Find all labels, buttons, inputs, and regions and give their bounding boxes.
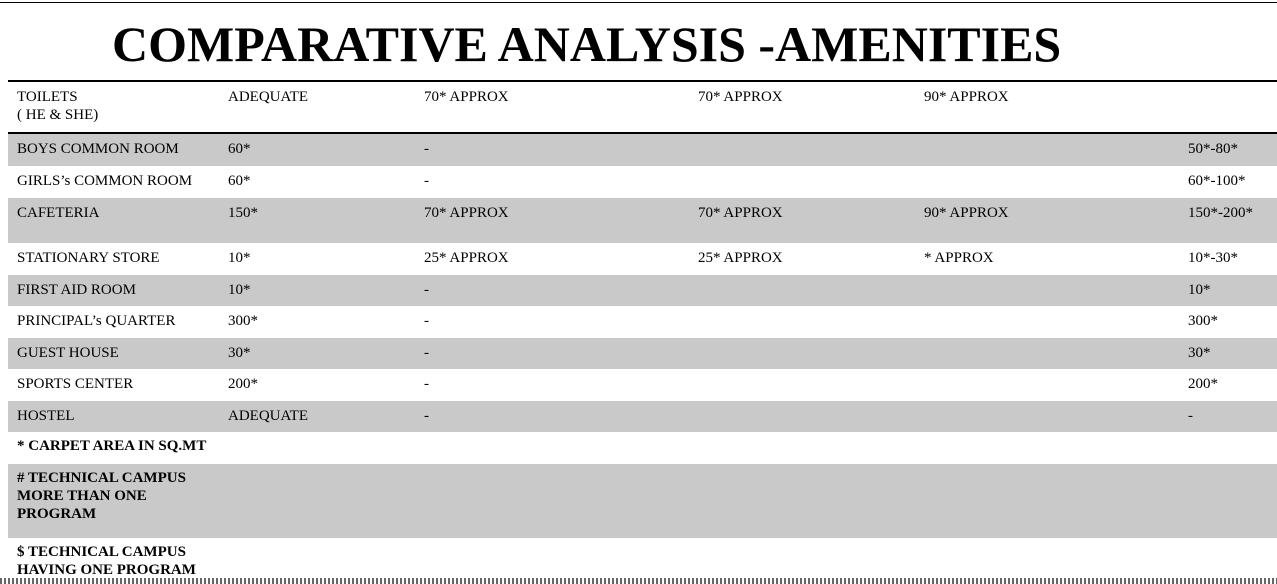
- value-cell: 10*: [228, 250, 251, 266]
- table-row: [8, 306, 1277, 338]
- table-row: [8, 401, 1277, 432]
- top-rule: [0, 2, 1277, 3]
- value-cell: -: [424, 345, 429, 361]
- note-row: [8, 538, 1277, 579]
- value-cell: 30*: [228, 345, 251, 361]
- value-cell: 70* APPROX: [698, 89, 783, 105]
- value-cell: -: [424, 141, 429, 157]
- amenity-name: TOILETS ( HE & SHE): [17, 89, 99, 123]
- table-row: [8, 82, 1277, 134]
- value-cell: ADEQUATE: [228, 89, 308, 105]
- value-cell: 25* APPROX: [424, 250, 509, 266]
- amenity-name: GUEST HOUSE: [17, 345, 119, 361]
- amenity-name: SPORTS CENTER: [17, 376, 134, 392]
- value-cell: -: [1188, 408, 1193, 424]
- value-cell: 90* APPROX: [924, 89, 1009, 105]
- value-cell: 300*: [228, 313, 258, 329]
- table-row: [8, 134, 1277, 166]
- value-cell: 60*: [228, 173, 251, 189]
- table-row: [8, 338, 1277, 369]
- footnote-technical-campus-multi: # TECHNICAL CAMPUS MORE THAN ONE PROGRAM: [17, 470, 186, 522]
- value-cell: -: [424, 408, 429, 424]
- amenity-name: STATIONARY STORE: [17, 250, 160, 266]
- amenity-name: PRINCIPAL’s QUARTER: [17, 313, 176, 329]
- value-cell: 30*: [1188, 345, 1211, 361]
- value-cell: 25* APPROX: [698, 250, 783, 266]
- value-cell: -: [424, 376, 429, 392]
- table-row: [8, 166, 1277, 198]
- value-cell: ADEQUATE: [228, 408, 308, 424]
- value-cell: 150*-200*: [1188, 205, 1253, 221]
- amenity-name: HOSTEL: [17, 408, 75, 424]
- amenity-name: BOYS COMMON ROOM: [17, 141, 179, 157]
- table-row: [8, 369, 1277, 401]
- note-row: [8, 432, 1277, 464]
- value-cell: 90* APPROX: [924, 205, 1009, 221]
- footnote-carpet-area: * CARPET AREA IN SQ.MT: [17, 438, 207, 454]
- value-cell: 200*: [228, 376, 258, 392]
- value-cell: -: [424, 313, 429, 329]
- value-cell: 150*: [228, 205, 258, 221]
- amenity-name: FIRST AID ROOM: [17, 282, 136, 298]
- value-cell: 60*-100*: [1188, 173, 1246, 189]
- value-cell: 10*-30*: [1188, 250, 1238, 266]
- amenities-table: [8, 80, 1277, 579]
- value-cell: 70* APPROX: [424, 89, 509, 105]
- table-row: [8, 198, 1277, 243]
- value-cell: 10*: [228, 282, 251, 298]
- footnote-technical-campus-single: $ TECHNICAL CAMPUS HAVING ONE PROGRAM: [17, 544, 196, 578]
- table-row: [8, 243, 1277, 275]
- value-cell: 70* APPROX: [424, 205, 509, 221]
- value-cell: 200*: [1188, 376, 1218, 392]
- page-title: COMPARATIVE ANALYSIS -AMENITIES: [112, 16, 1062, 72]
- value-cell: -: [424, 173, 429, 189]
- note-row: [8, 464, 1277, 538]
- value-cell: -: [424, 282, 429, 298]
- table-row: [8, 275, 1277, 306]
- amenity-name: CAFETERIA: [17, 205, 100, 221]
- value-cell: 300*: [1188, 313, 1218, 329]
- value-cell: 10*: [1188, 282, 1211, 298]
- value-cell: 60*: [228, 141, 251, 157]
- value-cell: * APPROX: [924, 250, 994, 266]
- bottom-border: [0, 578, 1277, 584]
- amenity-name: GIRLS’s COMMON ROOM: [17, 173, 193, 189]
- value-cell: 70* APPROX: [698, 205, 783, 221]
- value-cell: 50*-80*: [1188, 141, 1238, 157]
